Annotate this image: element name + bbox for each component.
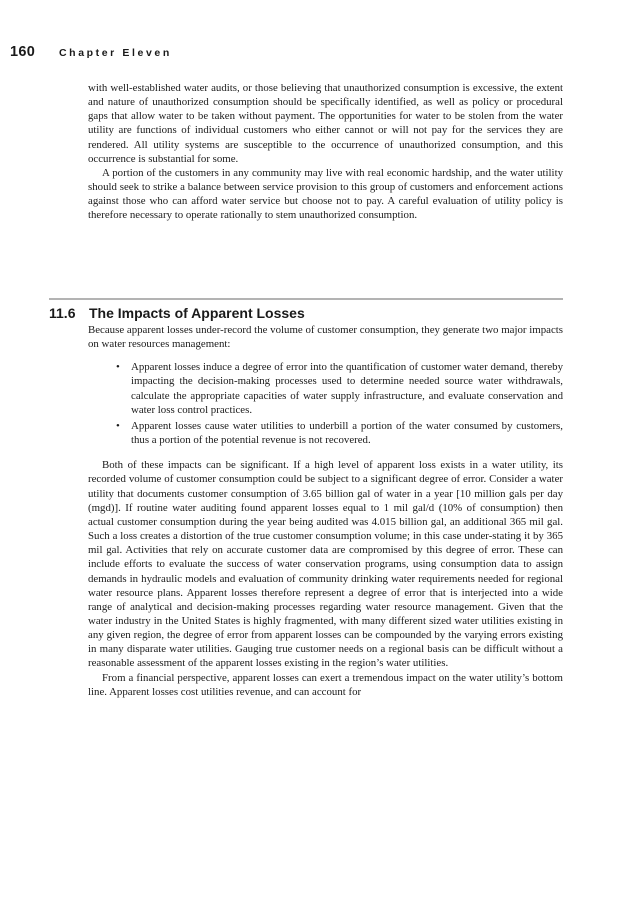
paragraph: with well-established water audits, or those believing that unauthorized consumption is excessive, the extent and nature of unauthorized consumption should be specifically identified, as well as policy or procedural gaps that allow water to be taken without payment. The opportunities for water to be stolen from the water utility are functions of individual customers who either cannot or will not pay for the services they are rendered. All utility systems are susceptible to the occurrence of unauthorized consumption, and this occurrence is substantial for some. — [88, 82, 563, 165]
chapter-title: Chapter Eleven — [59, 47, 172, 59]
section-heading — [49, 305, 305, 321]
intro-text — [88, 81, 563, 223]
page-header — [0, 44, 619, 68]
paragraph: A portion of the customers in any community may live with real economic hardship, and the water utility should seek to strike a balance between service provision to this group of customers and enforcement actions against those who can afford water service but choose not to pay. A careful evaluation of utility policy is therefore necessary to operate rationally to stem unauthorized consumption. — [88, 166, 563, 222]
bullet-icon: • — [116, 419, 120, 432]
page-number: 160 — [10, 44, 36, 60]
section-divider — [49, 298, 563, 300]
bullet-list — [88, 360, 563, 447]
paragraph: Both of these impacts can be significant. If a high level of apparent loss exists in a water utility, its recorded volume of customer consumption could be subject to a significant degree of error. Consider a water utility that documents customer consumption of 3.65 billion gal of water in a year [10 million gals per day (mgd)]. If routine water auditing found apparent losses equal to 1 mil gal/d (10% of consumption) then actual customer consumption during the year being audited was 4.015 billion gal, an additional 365 mil gal. Such a loss creates a distortion of the true customer consumption volume; in this case under-stating it by 365 mil gal. Activities that rely on accurate customer data are compromised by this degree of error. These can include efforts to evaluate the success of water conservation programs, using consumption data to assign demands in hydraulic models and evaluation of community drinking water requirements needed for regional water resource plans. Apparent losses therefore represent a degree of error that is interjected into a wide range of analytical and decision-making processes regarding water resource management. Given that the water industry in the United States is highly fragmented, with many different sized water utilities existing in any given region, the degree of error from apparent losses can be compounded by the varying errors existing in many disparate water utilities. Gauging true customer needs on a regional basis can be difficult without a reasonable assessment of the apparent losses existing in the region’s water utilities. — [88, 459, 563, 670]
list-item: • Apparent losses cause water utilities to underbill a portion of the water consumed by customers, thus a portion of the potential revenue is not recovered. — [116, 419, 563, 447]
paragraph: Because apparent losses under-record the volume of customer consumption, they generate two major impacts on water resources management: — [88, 324, 563, 351]
paragraph: From a financial perspective, apparent losses can exert a tremendous impact on the water utility’s bottom line. Apparent losses cost utilities revenue, and can account for — [88, 671, 563, 698]
bullet-icon: • — [116, 361, 120, 374]
list-item: • Apparent losses induce a degree of error into the quantification of customer water demand, thereby impacting the decision-making processes used to determine needed source water withdrawals, calculate the appropriate capacities of water supply infrastructure, and evaluate conservation and water loss control practices. — [116, 361, 563, 416]
section-number: 11.6 — [49, 305, 76, 321]
section-title: The Impacts of Apparent Losses — [89, 305, 305, 321]
section-body — [88, 323, 563, 699]
